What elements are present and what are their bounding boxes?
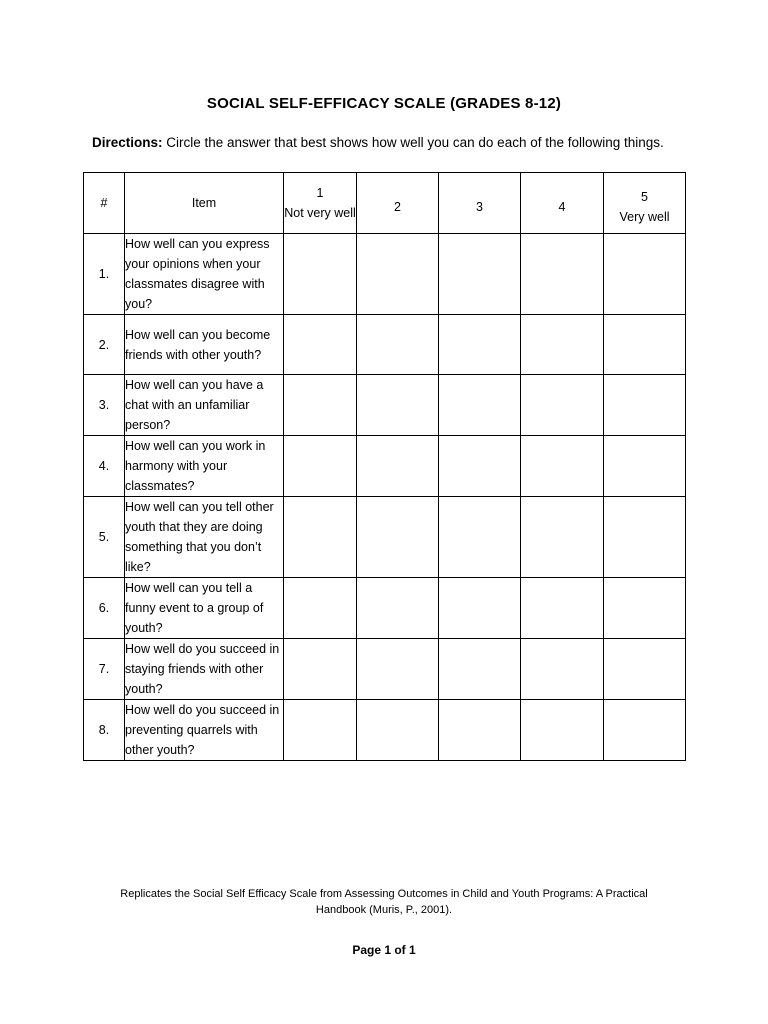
row-item-text: How well can you express your opinions when your classmates disagree with you?	[125, 234, 284, 315]
header-rating-3	[439, 173, 521, 234]
rating-cell-2[interactable]	[357, 436, 439, 497]
rating-cell-2[interactable]	[357, 375, 439, 436]
header-rating-1	[284, 173, 357, 234]
header-num: #	[84, 173, 125, 234]
rating-cell-2[interactable]	[357, 578, 439, 639]
row-item-text: How well do you succeed in preventing quarrels with other youth?	[125, 700, 284, 761]
row-number: 3.	[84, 375, 125, 436]
header-rating-2	[357, 173, 439, 234]
rating-cell-5[interactable]	[604, 234, 686, 315]
table-row	[84, 436, 686, 497]
rating-cell-5[interactable]	[604, 497, 686, 578]
table-row	[84, 375, 686, 436]
rating-cell-2[interactable]	[357, 234, 439, 315]
rating-cell-1[interactable]	[284, 639, 357, 700]
rating-cell-1[interactable]	[284, 497, 357, 578]
table-row	[84, 578, 686, 639]
rating-cell-3[interactable]	[439, 578, 521, 639]
row-number: 8.	[84, 700, 125, 761]
rating-cell-5[interactable]	[604, 315, 686, 375]
row-item-text: How well can you work in harmony with your classmates?	[125, 436, 284, 497]
rating-2-number: 2	[394, 200, 401, 214]
directions-text: Circle the answer that best shows how well you can do each of the following things.	[162, 135, 664, 150]
rating-cell-1[interactable]	[284, 375, 357, 436]
row-number: 6.	[84, 578, 125, 639]
table-row	[84, 639, 686, 700]
page-title: SOCIAL SELF-EFFICACY SCALE (GRADES 8-12)	[206, 95, 562, 112]
rating-3-number: 3	[476, 200, 483, 214]
rating-cell-1[interactable]	[284, 700, 357, 761]
row-number: 1.	[84, 234, 125, 315]
rating-cell-4[interactable]	[521, 497, 604, 578]
rating-cell-1[interactable]	[284, 436, 357, 497]
rating-5-label: Very well	[619, 210, 670, 224]
row-item-text: How well can you become friends with other youth?	[125, 315, 284, 375]
rating-cell-5[interactable]	[604, 578, 686, 639]
rating-cell-3[interactable]	[439, 497, 521, 578]
rating-cell-3[interactable]	[439, 700, 521, 761]
rating-cell-4[interactable]	[521, 375, 604, 436]
header-rating-4	[521, 173, 604, 234]
header-row	[84, 173, 686, 234]
rating-cell-4[interactable]	[521, 578, 604, 639]
scale-table	[83, 172, 686, 761]
row-number: 5.	[84, 497, 125, 578]
row-number: 4.	[84, 436, 125, 497]
rating-1-label: Not very well	[284, 206, 356, 220]
rating-cell-5[interactable]	[604, 700, 686, 761]
row-number: 2.	[84, 315, 125, 375]
rating-cell-3[interactable]	[439, 315, 521, 375]
rating-cell-2[interactable]	[357, 700, 439, 761]
rating-cell-1[interactable]	[284, 234, 357, 315]
directions-label: Directions:	[92, 135, 163, 150]
rating-cell-4[interactable]	[521, 700, 604, 761]
rating-cell-1[interactable]	[284, 315, 357, 375]
row-item-text: How well can you tell other youth that they are doing something that you don’t like?	[125, 497, 284, 578]
table-row	[84, 497, 686, 578]
rating-cell-5[interactable]	[604, 436, 686, 497]
header-rating-5	[604, 173, 686, 234]
rating-cell-4[interactable]	[521, 639, 604, 700]
rating-cell-3[interactable]	[439, 234, 521, 315]
row-item-text: How well can you tell a funny event to a group of youth?	[125, 578, 284, 639]
rating-cell-4[interactable]	[521, 436, 604, 497]
directions	[92, 135, 712, 150]
rating-cell-2[interactable]	[357, 639, 439, 700]
row-number: 7.	[84, 639, 125, 700]
rating-cell-4[interactable]	[521, 315, 604, 375]
header-item: Item	[125, 173, 284, 234]
row-item-text: How well do you succeed in staying friends with other youth?	[125, 639, 284, 700]
page-number: Page 1 of 1	[352, 943, 416, 957]
rating-cell-2[interactable]	[357, 315, 439, 375]
rating-cell-5[interactable]	[604, 375, 686, 436]
rating-cell-3[interactable]	[439, 436, 521, 497]
rating-5-number: 5	[641, 190, 648, 204]
rating-cell-3[interactable]	[439, 639, 521, 700]
table-row	[84, 700, 686, 761]
rating-cell-5[interactable]	[604, 639, 686, 700]
rating-cell-2[interactable]	[357, 497, 439, 578]
rating-cell-3[interactable]	[439, 375, 521, 436]
table-row	[84, 234, 686, 315]
rating-1-number: 1	[316, 186, 324, 200]
rating-cell-4[interactable]	[521, 234, 604, 315]
table-row	[84, 315, 686, 375]
footer-note: Replicates the Social Self Efficacy Scale from Assessing Outcomes in Child and Youth Programs: A Practical Handbook (Muris, P., 2001).	[120, 888, 648, 916]
rating-4-number: 4	[558, 200, 566, 214]
rating-cell-1[interactable]	[284, 578, 357, 639]
row-item-text: How well can you have a chat with an unfamiliar person?	[125, 375, 284, 436]
